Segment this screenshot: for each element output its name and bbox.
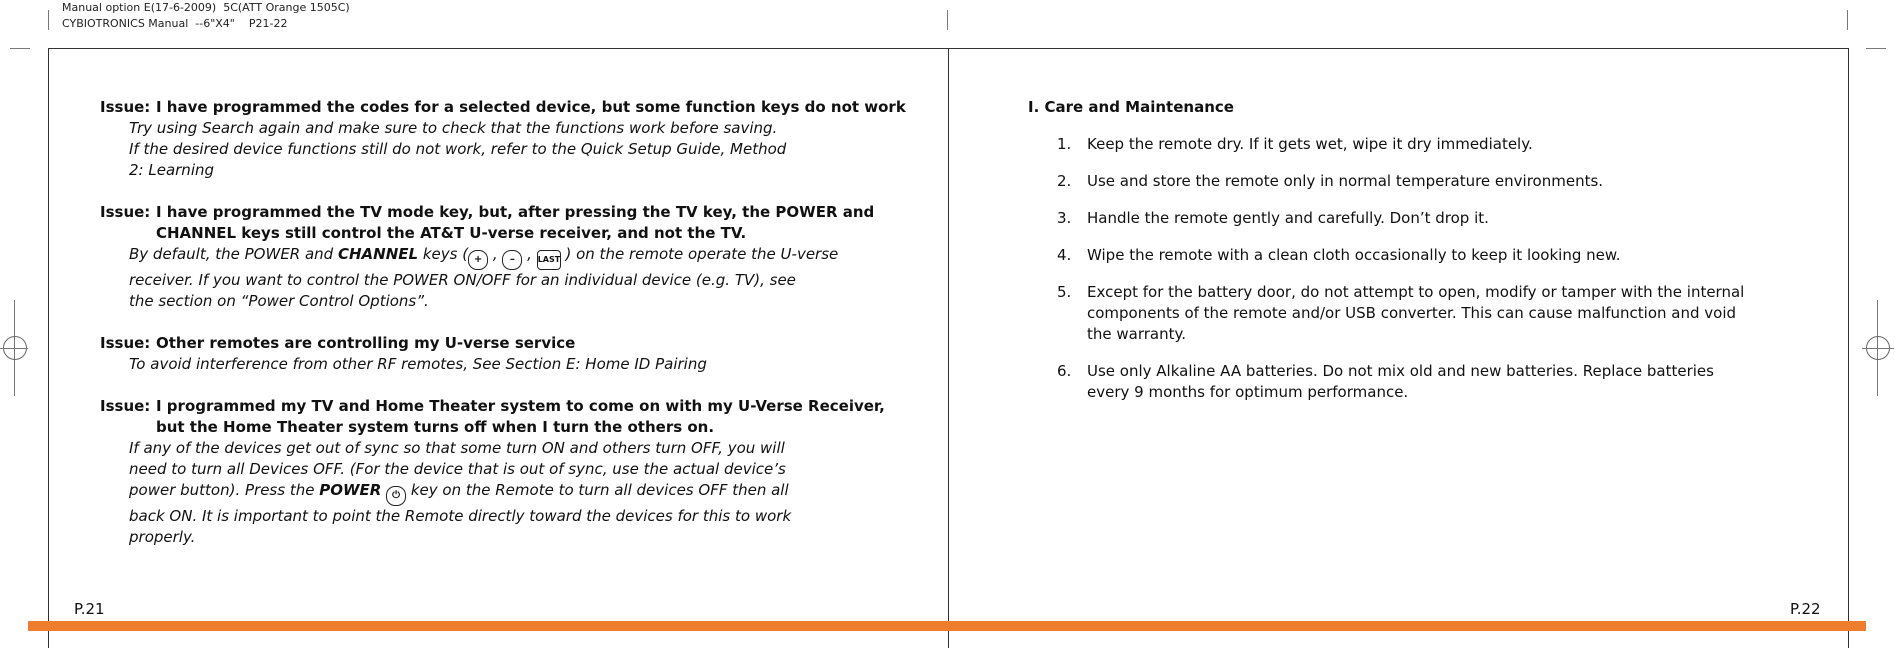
list-item-number: 3. bbox=[1057, 209, 1072, 227]
list-item bbox=[1057, 282, 1828, 345]
list-item-number: 2. bbox=[1057, 172, 1072, 190]
list-item bbox=[1057, 208, 1828, 229]
answer-line: If the desired device functions still do not work, refer to the Quick Setup Guide, Method bbox=[129, 140, 787, 158]
issue-question-text: Other remotes are controlling my U-verse service bbox=[156, 334, 576, 352]
issue-4 bbox=[100, 396, 920, 548]
issue-answer bbox=[100, 118, 920, 181]
answer-text: keys ( bbox=[418, 245, 469, 263]
crop-mark bbox=[947, 10, 948, 30]
list-item-text: Use and store the remote only in normal temperature environments. bbox=[1087, 172, 1604, 190]
list-item-number: 5. bbox=[1057, 283, 1072, 301]
power-key-icon: ⏻ bbox=[386, 486, 406, 506]
answer-text: key on the Remote to turn all devices OFF then all bbox=[406, 481, 789, 499]
list-item-text: Use only Alkaline AA batteries. Do not mix old and new batteries. Replace batteries bbox=[1087, 362, 1714, 380]
channel-plus-key-icon: + bbox=[468, 250, 488, 270]
list-item-number: 4. bbox=[1057, 246, 1072, 264]
list-item bbox=[1057, 245, 1828, 266]
answer-text: power button). Press the bbox=[129, 481, 320, 499]
issue-label: Issue: bbox=[100, 98, 151, 116]
answer-line: 2: Learning bbox=[129, 161, 215, 179]
issue-question bbox=[100, 333, 920, 354]
list-item bbox=[1057, 361, 1828, 403]
list-item-text: every 9 months for optimum performance. bbox=[1087, 383, 1409, 401]
issue-label: Issue: bbox=[100, 397, 151, 415]
crop-mark bbox=[0, 348, 28, 349]
left-page-content bbox=[100, 97, 920, 569]
crop-mark bbox=[1862, 348, 1894, 349]
print-header-line2: CYBIOTRONICS Manual --6"X4" P21-22 bbox=[62, 17, 288, 30]
list-item-text: Handle the remote gently and carefully. Don’t drop it. bbox=[1087, 209, 1489, 227]
page-number-right: P.22 bbox=[1790, 600, 1821, 618]
issue-answer bbox=[100, 354, 920, 375]
list-item-text: Except for the battery door, do not attempt to open, modify or tamper with the internal bbox=[1087, 283, 1745, 301]
list-item bbox=[1057, 171, 1828, 192]
answer-line: the section on “Power Control Options”. bbox=[129, 292, 429, 310]
issue-question-continued: but the Home Theater system turns off when I turn the others on. bbox=[156, 418, 715, 436]
list-item-text: Keep the remote dry. If it gets wet, wipe it dry immediately. bbox=[1087, 135, 1533, 153]
list-item bbox=[1057, 134, 1828, 155]
care-list bbox=[1028, 134, 1828, 403]
list-item-text: Wipe the remote with a clean cloth occasionally to keep it looking new. bbox=[1087, 246, 1621, 264]
answer-bold-text: CHANNEL bbox=[337, 245, 419, 263]
issue-question bbox=[100, 97, 920, 118]
list-item-number: 1. bbox=[1057, 135, 1072, 153]
right-page-content bbox=[1028, 97, 1828, 419]
page-number-left: P.21 bbox=[74, 600, 105, 618]
issue-question-continued: CHANNEL keys still control the AT&T U-verse receiver, and not the TV. bbox=[156, 224, 747, 242]
crop-mark bbox=[48, 10, 49, 30]
section-title: I. Care and Maintenance bbox=[1028, 98, 1234, 116]
issue-question-text: I have programmed the codes for a selected device, but some function keys do not work bbox=[156, 98, 906, 116]
issue-2 bbox=[100, 202, 920, 312]
answer-line: receiver. If you want to control the POWER ON/OFF for an individual device (e.g. TV), see bbox=[129, 271, 796, 289]
issue-label: Issue: bbox=[100, 203, 151, 221]
channel-minus-key-icon: – bbox=[502, 250, 522, 270]
list-item-text: the warranty. bbox=[1087, 325, 1187, 343]
crop-mark bbox=[1866, 48, 1886, 49]
issue-question-text: I have programmed the TV mode key, but, after pressing the TV key, the POWER and bbox=[156, 203, 875, 221]
answer-bold-text: POWER bbox=[319, 481, 382, 499]
answer-line: To avoid interference from other RF remotes, See Section E: Home ID Pairing bbox=[129, 355, 707, 373]
issue-answer bbox=[100, 438, 920, 548]
list-item-text: components of the remote and/or USB converter. This can cause malfunction and void bbox=[1087, 304, 1737, 322]
answer-line: By default, the POWER and CHANNEL keys ( + , – , LAST ) on the remote operate the U-verse bbox=[129, 244, 920, 270]
last-key-icon: LAST bbox=[537, 250, 561, 270]
issue-3 bbox=[100, 333, 920, 375]
answer-line: properly. bbox=[129, 528, 196, 546]
answer-line bbox=[129, 480, 920, 506]
print-header bbox=[62, 0, 350, 32]
answer-text: By default, the POWER and bbox=[129, 245, 338, 263]
answer-line: If any of the devices get out of sync so that some turn ON and others turn OFF, you will bbox=[129, 439, 785, 457]
crop-mark bbox=[10, 48, 30, 49]
crop-mark bbox=[1847, 10, 1848, 30]
print-header-line1: Manual option E(17-6-2009) 5C(ATT Orange 1505C) bbox=[62, 1, 350, 14]
answer-text: ) on the remote operate the U-verse bbox=[565, 245, 839, 263]
issue-answer bbox=[100, 244, 920, 312]
issue-question bbox=[100, 202, 920, 223]
answer-line: back ON. It is important to point the Remote directly toward the devices for this to work bbox=[129, 507, 792, 525]
orange-band bbox=[28, 621, 1866, 631]
issue-1 bbox=[100, 97, 920, 181]
answer-line: Try using Search again and make sure to check that the functions work before saving. bbox=[129, 119, 778, 137]
issue-label: Issue: bbox=[100, 334, 151, 352]
answer-line: need to turn all Devices OFF. (For the device that is out of sync, use the actual device’s bbox=[129, 460, 786, 478]
issue-question bbox=[100, 396, 920, 417]
list-item-number: 6. bbox=[1057, 362, 1072, 380]
issue-question-text: I programmed my TV and Home Theater system to come on with my U-Verse Receiver, bbox=[156, 397, 885, 415]
